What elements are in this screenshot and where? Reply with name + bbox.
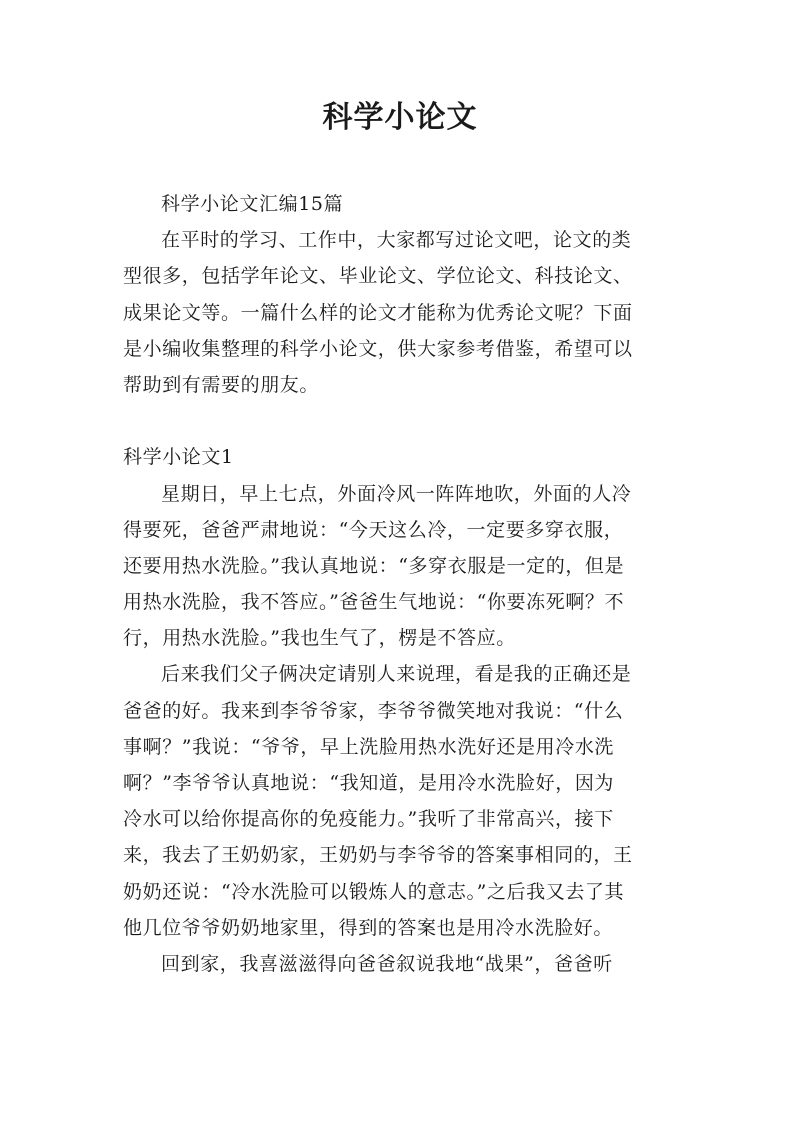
text-line: 星期日，早上七点，外面冷风一阵阵地吹，外面的人冷 [161,482,632,505]
text-line: 得要死，爸爸严肃地说：“今天这么冷，一定要多穿衣服， [123,518,624,541]
text-line: 冷水可以给你提高你的免疫能力。”我听了非常高兴，接下 [123,808,614,831]
section1-paragraph-2 [123,656,683,946]
text-line: 爸爸的好。我来到李爷爷家，李爷爷微笑地对我说：“什么 [123,699,624,722]
intro-paragraph [123,222,683,403]
document-title: 科学小论文 [322,100,478,135]
text-line: 在平时的学习、工作中，大家都写过论文吧，论文的类 [161,229,632,252]
text-line: 是小编收集整理的科学小论文，供大家参考借鉴，希望可以 [123,337,633,360]
text-line: 事啊？”我说：“爷爷，早上洗脸用热水洗好还是用冷水洗 [123,735,615,758]
intro-subtitle: 科学小论文汇编15篇 [161,193,344,215]
text-line: 他几位爷爷奶奶地家里，得到的答案也是用冷水洗脸好。 [123,916,614,939]
document-body [123,186,683,982]
text-line: 型很多，包括学年论文、毕业论文、学位论文、科技论文、 [123,265,633,288]
text-line: 帮助到有需要的朋友。 [123,373,320,396]
text-line: 成果论文等。一篇什么样的论文才能称为优秀论文呢？下面 [123,301,633,324]
text-line: 行，用热水洗脸。”我也生气了，楞是不答应。 [123,627,516,650]
section-heading: 科学小论文1 [123,446,234,469]
section1-paragraph-1 [123,476,683,657]
text-line: 用热水洗脸，我不答应。”爸爸生气地说：“你要冻死啊？不 [123,591,625,614]
section1-paragraph-3 [123,946,683,982]
text-line: 啊？”李爷爷认真地说：“我知道，是用冷水洗脸好，因为 [123,772,615,794]
text-line: 还要用热水洗脸。”我认真地说：“多穿衣服是一定的，但是 [123,554,625,577]
text-line: 回到家，我喜滋滋得向爸爸叙说我地“战果”，爸爸听 [161,952,613,975]
blank-line [123,403,683,439]
text-line: 后来我们父子俩决定请别人来说理，看是我的正确还是 [161,663,632,686]
text-line: 奶奶还说：“冷水洗脸可以锻炼人的意志。”之后我又去了其 [123,880,625,903]
text-line: 来，我去了王奶奶家，王奶奶与李爷爷的答案事相同的，王 [123,844,633,867]
